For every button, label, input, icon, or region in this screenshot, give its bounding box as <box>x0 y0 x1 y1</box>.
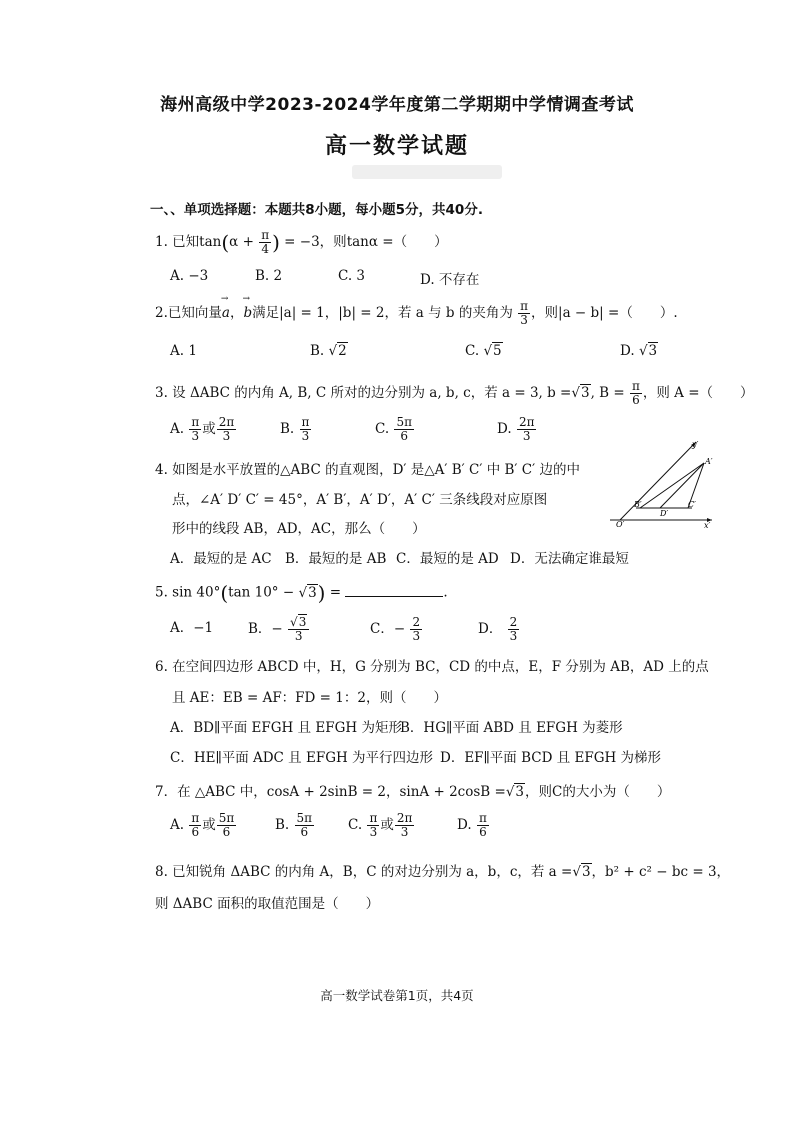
q2-option-d[interactable]: D. √3 <box>620 343 658 359</box>
question-6-line-1: 6. 在空间四边形 ABCD 中，H，G 分别为 BC，CD 的中点，E，F 分别为 AB，AD 上的点 <box>155 659 709 675</box>
question-4-line-1: 4. 如图是水平放置的△ABC 的直观图，D′ 是△A′ B′ C′ 中 B′ C′ 边的中 <box>155 462 580 478</box>
q5-option-b[interactable]: B．− $\frac{√3}{3}$ <box>248 616 310 643</box>
q4-option-a[interactable]: A．最短的是 AC <box>170 551 272 567</box>
question-5-stem: 5. sin 40°(tan 10° − √3) = . <box>155 581 448 605</box>
q3-option-c[interactable]: C. $\frac{5\pi}{6}$ <box>375 415 412 443</box>
fig-label-d: D′ <box>660 509 669 518</box>
fig-label-o: O′ <box>616 520 625 528</box>
q7-option-c[interactable]: C. $\frac{\pi}{3}$ 或 $\frac{2\pi}{3}$ <box>348 811 413 839</box>
question-2-stem: 2.已知向量→ a，→ b满足|a| = 1，|b| = 2，若 a 与 b 的夹角为 $\frac{\pi}{3}$ ，则|a − b| =（ ）. <box>155 300 678 327</box>
question-4-line-2: 点，∠A′ D′ C′ = 45°，A′ B′，A′ D′，A′ C′ 三条线段对应原图 <box>172 492 548 508</box>
subject-title: 高一数学试题 <box>324 134 469 159</box>
fig-label-x: x′ <box>704 521 711 528</box>
q4-option-c[interactable]: C．最短的是 AD <box>396 551 499 567</box>
q5-option-d[interactable]: D． $\frac{2}{3}$ <box>478 615 518 643</box>
q2-option-c[interactable]: C. √5 <box>465 343 502 359</box>
question-7-stem: 7．在 △ABC 中，cosA + 2sinB = 2，sinA + 2cosB =√3，则C的大小为（ ） <box>155 784 671 800</box>
oblique-projection-figure <box>606 436 716 528</box>
blurred-stamp-area <box>352 165 502 179</box>
q3-option-a[interactable]: A. $\frac{\pi}{3}$ 或 $\frac{2\pi}{3}$ <box>170 415 235 443</box>
q3-option-d[interactable]: D. $\frac{2\pi}{3}$ <box>497 415 535 443</box>
question-6-line-2: 且 AE：EB = AF：FD = 1：2，则（ ） <box>172 690 447 706</box>
q4-option-d[interactable]: D．无法确定谁最短 <box>510 551 629 567</box>
q2-option-b[interactable]: B. √2 <box>310 343 347 359</box>
q2-option-a[interactable]: A. 1 <box>170 343 197 359</box>
q5-option-a[interactable]: A．−1 <box>170 620 214 636</box>
question-4-line-3: 形中的线段 AB，AD，AC，那么（ ） <box>172 521 426 537</box>
q1-option-d[interactable]: D. 不存在 <box>420 272 480 288</box>
q3-option-b[interactable]: B. $\frac{\pi}{3}$ <box>280 415 310 443</box>
q6-option-b[interactable]: B．HG∥平面 ABD 且 EFGH 为菱形 <box>400 720 623 736</box>
question-1-stem: 1. 已知tan(α + $\frac{\pi}{4}$ ) = −3，则tanα =（ ） <box>155 228 448 256</box>
section-heading: 一、、单项选择题：本题共8小题，每小题5分，共40分. <box>150 202 483 218</box>
q1-option-a[interactable]: A. −3 <box>170 268 209 284</box>
question-8-stem: 8. 已知锐角 ΔABC 的内角 A，B，C 的对边分别为 a，b，c，若 a =√3，b² + c² − bc = 3， <box>155 864 731 880</box>
fig-label-y: y′ <box>692 440 699 449</box>
q7-option-b[interactable]: B. $\frac{5\pi}{6}$ <box>275 811 313 839</box>
q1-option-b[interactable]: B. 2 <box>255 268 283 284</box>
q4-option-b[interactable]: B．最短的是 AB <box>285 551 387 567</box>
q7-option-d[interactable]: D. $\frac{\pi}{6}$ <box>457 811 487 839</box>
q6-option-d[interactable]: D．EF∥平面 BCD 且 EFGH 为梯形 <box>440 750 662 766</box>
fig-label-c: C′ <box>688 500 696 509</box>
question-8-line-2: 则 ΔABC 面积的取值范围是（ ） <box>155 896 380 912</box>
q7-option-a[interactable]: A. $\frac{\pi}{6}$ 或 $\frac{5\pi}{6}$ <box>170 811 235 839</box>
question-3-stem: 3. 设 ΔABC 的内角 A, B, C 所对的边分别为 a, b, c，若 a = 3, b =√3, B = $\frac{\pi}{6}$ ，则 A =（ ） <box>155 379 754 407</box>
q6-option-c[interactable]: C．HE∥平面 ADC 且 EFGH 为平行四边形 <box>170 750 434 766</box>
q1-option-c[interactable]: C. 3 <box>338 268 366 284</box>
exam-title: 海州高级中学2023-2024学年度第二学期期中学情调查考试 <box>160 95 634 115</box>
fig-label-b: B′ <box>634 500 642 509</box>
answer-blank[interactable] <box>345 584 443 597</box>
q6-option-a[interactable]: A．BD∥平面 EFGH 且 EFGH 为矩形 <box>170 720 402 736</box>
page-footer: 高一数学试卷第1页，共4页 <box>320 988 474 1003</box>
fig-label-a: A′ <box>705 457 713 466</box>
q5-option-c[interactable]: C．− $\frac{2}{3}$ <box>370 615 421 643</box>
